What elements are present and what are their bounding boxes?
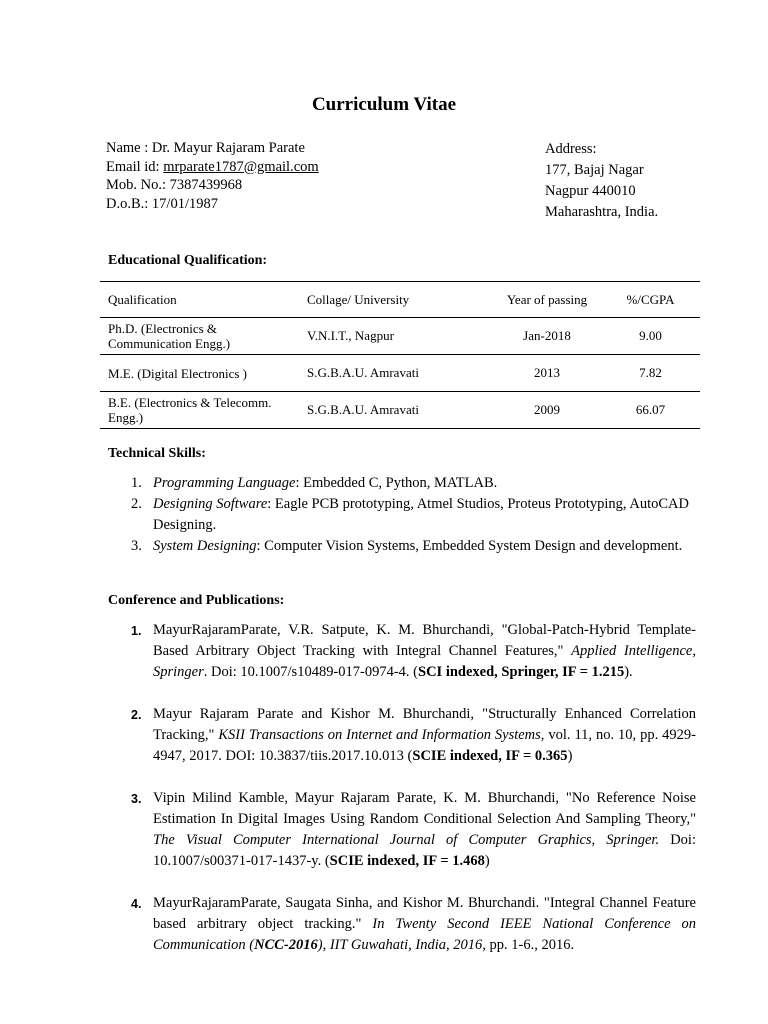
university-cell: V.N.I.T., Nagpur [307,328,394,343]
list-number: 4. [131,897,142,911]
list-item [131,473,691,494]
list-item [131,788,696,872]
skill-label: Designing Software [153,496,268,512]
column-header: Year of passing [506,291,588,307]
contact-name: Name : Dr. Mayur Rajaram Parate [106,140,305,156]
publications-heading: Conference and Publications: [108,593,285,608]
pub-end: ). [624,664,633,680]
publications-list [131,620,696,977]
score-cell: 9.00 [639,328,662,343]
skill-sep: : [295,475,304,491]
pub-index: SCIE indexed, IF = 0.365 [412,748,568,764]
score-cell: 66.07 [635,402,666,417]
table-row [100,392,700,429]
list-item [131,893,696,956]
skill-sep: : [256,538,265,554]
pub-end: ) [484,853,490,869]
skill-label: System Designing [153,538,257,554]
pub-index: SCIE indexed, IF = 1.468 [329,853,485,869]
pub-authors: MayurRajaramParate, Saugata Sinha, and Kishor M. Bhurchandi. "Integral Channel Feature based arbitrary object tracking." [153,895,696,932]
contact-email-line [106,158,319,177]
list-number: 3. [131,792,142,806]
pub-index: SCI indexed, Springer, IF = 1.215 [418,664,625,680]
pub-authors: MayurRajaramParate, V.R. Satpute, K. M. Bhurchandi, "Global-Patch-Hybrid Template-Based Arbitrary Object Tracking with Integral Channel Features," [153,622,696,659]
contact-mobile: Mob. No.: 7387439968 [106,177,243,193]
list-number: 3. [131,538,142,554]
year-cell: 2009 [534,402,560,417]
list-number: 1. [131,475,142,491]
pub-authors: Mayur Rajaram Parate and Kishor M. Bhurchandi, "Structurally Enhanced Correlation Tracking," [153,706,696,743]
pub-details: , pp. 1-6., 2016. [482,937,575,953]
address-label: Address: [545,141,597,157]
column-header: Qualification [108,291,177,307]
year-cell: Jan-2018 [523,328,571,343]
pub-venue-bold: NCC-2016 [254,937,318,953]
email-link[interactable]: mrparate1787@gmail.com [163,158,319,175]
qualification-cell: B.E. (Electronics & Telecomm. Engg.) [108,395,272,425]
column-header: %/CGPA [626,291,675,307]
education-table [100,281,700,429]
address-block [545,139,658,223]
list-number: 2. [131,496,142,512]
skill-text: Eagle PCB prototyping, Atmel Studios, Proteus Prototyping, AutoCAD Designing. [153,496,690,533]
contact-block [106,139,319,213]
pub-authors: Vipin Milind Kamble, Mayur Rajaram Parate, K. M. Bhurchandi, "No Reference Noise Estimation In Digital Images Using Random Conditional Selection And Sampling Theory," [153,790,696,827]
address-line-3: Maharashtra, India. [545,204,659,220]
pub-venue: The Visual Computer International Journal of Computer Graphics, Springer. [153,832,660,848]
score-cell: 7.82 [639,365,662,380]
list-item [131,620,696,683]
pub-venue: KSII Transactions on Internet and Information Systems [218,727,541,743]
skill-label: Programming Language [153,475,296,491]
table-row [100,355,700,392]
page-title: Curriculum Vitae [311,94,457,115]
skill-text: Computer Vision Systems, Embedded System Design and development. [264,538,683,554]
pub-venue: Applied Intelligence, Springer [153,643,696,680]
university-cell: S.G.B.A.U. Amravati [307,402,419,417]
skills-heading: Technical Skills: [108,446,206,461]
email-label: Email id: [106,158,164,175]
year-cell: 2013 [534,365,560,380]
qualification-cell: Ph.D. (Electronics & Communication Engg.) [108,321,231,351]
pub-details: , vol. 11, no. 10, pp. 4929-4947, 2017. DOI: 10.3837/tiis.2017.10.013 ( [153,727,696,764]
qualification-cell: M.E. (Digital Electronics ) [108,365,247,381]
pub-details: . Doi: 10.1007/s10489-017-0974-4. ( [203,664,419,680]
list-item [131,536,691,557]
column-header: Collage/ University [307,291,410,307]
skill-sep: : [267,496,275,512]
list-item [131,704,696,767]
pub-venue: In Twenty Second IEEE National Conference on Communication ( [153,916,696,953]
address-line-2: Nagpur 440010 [545,183,636,199]
skill-text: Embedded C, Python, MATLAB. [303,475,498,491]
table-header-row [100,282,700,318]
list-item [131,494,691,536]
table-row [100,318,700,355]
skills-list [131,473,691,557]
education-heading: Educational Qualification: [108,253,268,268]
contact-dob: D.o.B.: 17/01/1987 [106,195,218,212]
pub-details: Doi: 10.1007/s00371-017-1437-y. ( [153,832,696,869]
university-cell: S.G.B.A.U. Amravati [307,365,419,380]
address-line-1: 177, Bajaj Nagar [545,162,644,178]
pub-end: ) [567,748,573,764]
list-number: 1. [131,624,142,638]
pub-venue-post: ), IIT Guwahati, India, 2016 [317,937,483,953]
list-number: 2. [131,708,142,722]
